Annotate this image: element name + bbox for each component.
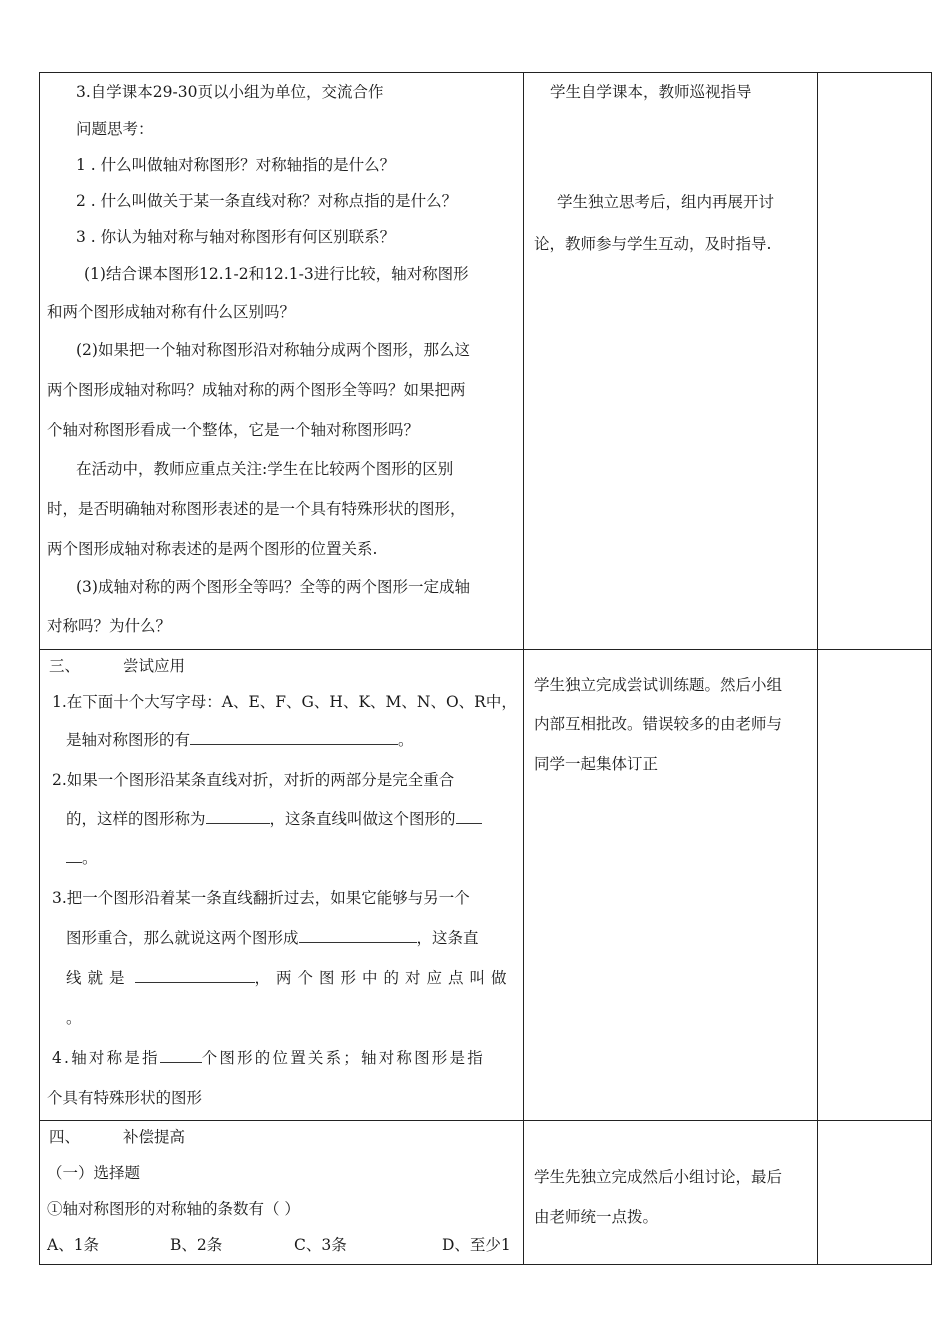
table-border-right xyxy=(931,72,932,1265)
answer-blank xyxy=(190,730,398,745)
text-line: (3)成轴对称的两个图形全等吗？全等的两个图形一定成轴 xyxy=(76,578,470,596)
question-4-line-1: 4.轴对称是指 个图形的位置关系；轴对称图形是指 xyxy=(52,1049,485,1067)
option-c: C、3条 xyxy=(294,1236,347,1254)
text-line: 3.自学课本29-30页以小组为单位，交流合作 xyxy=(76,83,384,101)
lesson-table xyxy=(39,72,932,1265)
row3-right-cell xyxy=(524,1121,817,1264)
question-3-line-1: 3.把一个图形沿着某一条直线翻折过去，如果它能够与另一个 xyxy=(52,889,470,907)
answer-blank xyxy=(206,809,270,824)
section-heading xyxy=(49,1125,185,1147)
text-line: 和两个图形成轴对称有什么区别吗？ xyxy=(47,303,296,321)
subsection-title: （一）选择题 xyxy=(47,1164,141,1182)
text-line: 论，教师参与学生互动，及时指导. xyxy=(534,235,772,253)
table-border-bottom xyxy=(39,1264,932,1265)
answer-blank xyxy=(299,928,417,943)
row2-left-cell xyxy=(39,650,523,1120)
text-line: 学生自学课本，教师巡视指导 xyxy=(550,83,752,101)
section-number: 四、 xyxy=(49,1128,81,1146)
text-line: 两个图形成轴对称吗？成轴对称的两个图形全等吗？如果把两 xyxy=(47,381,466,399)
row3-left-cell xyxy=(39,1121,523,1264)
text-line: 两个图形成轴对称表述的是两个图形的位置关系. xyxy=(47,540,378,558)
row1-right-cell xyxy=(524,72,817,649)
question-text: ①轴对称图形的对称轴的条数有（ ） xyxy=(47,1200,300,1218)
text-line: 同学一起集体订正 xyxy=(534,755,659,773)
question-1-line-1: 1.在下面十个大写字母：A、E、F、G、H、K、M、N、O、R中， xyxy=(52,693,517,711)
question-3-line-3: 线就是 ，两个图形中的对应点叫做 xyxy=(66,969,513,987)
option-a: A、1条 xyxy=(47,1236,100,1254)
answer-blank xyxy=(66,848,82,863)
text-line: (2)如果把一个轴对称图形沿对称轴分成两个图形，那么这 xyxy=(76,341,470,359)
option-b: B、2条 xyxy=(170,1236,223,1254)
text-line: 3 . 你认为轴对称与轴对称图形有何区别联系？ xyxy=(76,228,396,246)
text-line: 2 . 什么叫做关于某一条直线对称？对称点指的是什么？ xyxy=(76,192,458,210)
table-column-divider-2 xyxy=(817,72,818,1265)
row1-left-cell xyxy=(39,72,523,649)
answer-blank xyxy=(160,1048,202,1063)
text-line: 内部互相批改。错误较多的由老师与 xyxy=(534,715,783,733)
text-line: 个轴对称图形看成一个整体，它是一个轴对称图形吗？ xyxy=(47,421,420,439)
text-line: 时，是否明确轴对称图形表述的是一个具有特殊形状的图形， xyxy=(47,500,466,518)
text-line: 由老师统一点拨。 xyxy=(534,1208,659,1226)
section-title: 补偿提高 xyxy=(122,1128,185,1146)
section-title: 尝试应用 xyxy=(122,657,185,675)
text-line: 在活动中，教师应重点关注:学生在比较两个图形的区别 xyxy=(76,460,454,478)
text-line: 对称吗？为什么？ xyxy=(47,617,172,635)
answer-blank xyxy=(456,809,482,824)
question-2-line-2: 的，这样的图形称为 ，这条直线叫做这个图形的 xyxy=(66,807,482,829)
text-line: 学生先独立完成然后小组讨论，最后 xyxy=(534,1168,783,1186)
question-3-line-4: 。 xyxy=(66,1009,82,1027)
text-line: 学生独立思考后，组内再展开讨 xyxy=(557,193,775,211)
question-2-line-3: 。 xyxy=(66,846,98,868)
question-3-line-2: 图形重合，那么就说这两个图形成 ，这条直 xyxy=(66,929,479,947)
row2-right-cell xyxy=(524,650,817,1120)
answer-blank xyxy=(135,968,255,983)
question-1-line-2: 是轴对称图形的有 。 xyxy=(66,731,414,749)
text-line: 问题思考： xyxy=(76,120,154,138)
text-line: 1 . 什么叫做轴对称图形？对称轴指的是什么？ xyxy=(76,156,396,174)
question-4-line-2: 个具有特殊形状的图形 xyxy=(47,1089,203,1107)
text-line: 学生独立完成尝试训练题。然后小组 xyxy=(534,676,783,694)
section-heading xyxy=(49,654,185,676)
question-2-line-1: 2.如果一个图形沿某条直线对折，对折的两部分是完全重合 xyxy=(52,771,455,789)
section-number: 三、 xyxy=(49,657,81,675)
option-d: D、至少1 xyxy=(442,1236,511,1254)
text-line: (1)结合课本图形12.1-2和12.1-3进行比较，轴对称图形 xyxy=(84,265,469,283)
